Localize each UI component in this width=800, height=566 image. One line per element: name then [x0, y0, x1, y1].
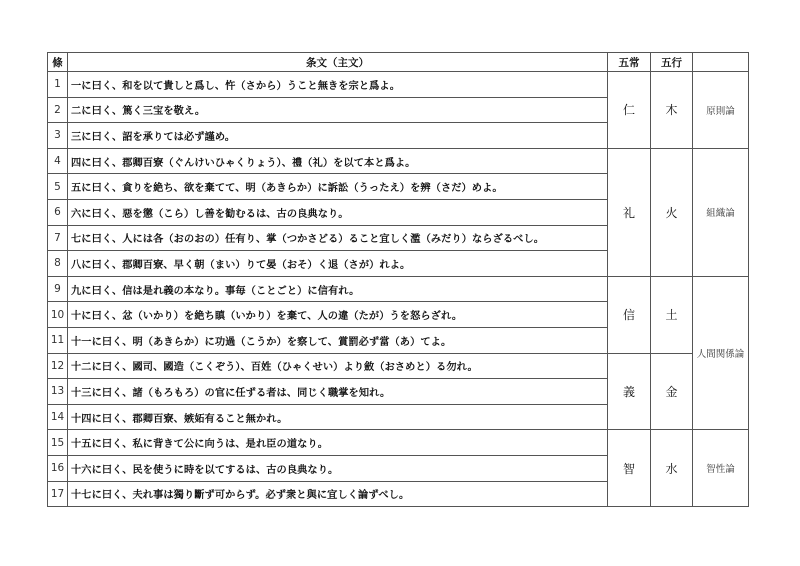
seventeen-article-table: [47, 52, 749, 507]
article-text: 二に曰く、篤く三宝を敬え。: [68, 97, 608, 123]
article-number: 17: [48, 481, 68, 507]
article-number: 16: [48, 455, 68, 481]
article-text: 八に曰く、郡卿百寮、早く朝（まい）りて晏（おそ）く退（さが）れよ。: [68, 251, 608, 277]
article-text: 十二に曰く、國司、國造（こくぞう）、百姓（ひゃくせい）より斂（おさめと）る勿れ。: [68, 353, 608, 379]
table-row: [48, 353, 749, 379]
article-number: 1: [48, 72, 68, 98]
table-row: [48, 276, 749, 302]
article-number: 11: [48, 327, 68, 353]
article-text: 四に曰く、郡卿百寮（ぐんけいひゃくりょう）、禮（礼）を以て本と爲よ。: [68, 148, 608, 174]
article-number: 15: [48, 430, 68, 456]
article-text: 十三に曰く、諸（もろもろ）の官に任ずる者は、同じく職掌を知れ。: [68, 379, 608, 405]
gojo-cell: 礼: [608, 148, 651, 276]
article-text: 一に曰く、和を以て貴しと爲し、忤（さから）うこと無きを宗と爲よ。: [68, 72, 608, 98]
gogyo-cell: 土: [651, 276, 693, 353]
theory-cell: 智性論: [693, 430, 749, 507]
gogyo-cell: 水: [651, 430, 693, 507]
article-text: 五に曰く、貪りを絶ち、欲を棄てて、明（あきらか）に訴訟（うったえ）を辨（さだ）めよ。: [68, 174, 608, 200]
header-theory: [693, 53, 749, 72]
gogyo-cell: 金: [651, 353, 693, 430]
article-text: 十に曰く、忿（いかり）を絶ち瞋（いかり）を棄て、人の違（たが）うを怒らざれ。: [68, 302, 608, 328]
article-number: 14: [48, 404, 68, 430]
article-number: 7: [48, 225, 68, 251]
theory-cell: 人間関係論: [693, 276, 749, 430]
article-text: 七に曰く、人には各（おのおの）任有り、掌（つかさどる）ること宜しく濫（みだり）ならざるべし。: [68, 225, 608, 251]
article-text: 六に曰く、惡を懲（こら）し善を勧むるは、古の良典なり。: [68, 199, 608, 225]
gogyo-cell: 火: [651, 148, 693, 276]
article-number: 3: [48, 123, 68, 149]
article-number: 10: [48, 302, 68, 328]
header-article: 條: [48, 53, 68, 72]
article-text: 十五に曰く、私に背きて公に向うは、是れ臣の道なり。: [68, 430, 608, 456]
article-text: 九に曰く、信は是れ義の本なり。事毎（ことごと）に信有れ。: [68, 276, 608, 302]
article-number: 6: [48, 199, 68, 225]
article-text: 十四に曰く、郡卿百寮、嫉妬有ること無かれ。: [68, 404, 608, 430]
gogyo-cell: 木: [651, 72, 693, 149]
article-number: 5: [48, 174, 68, 200]
article-text: 十一に曰く、明（あきらか）に功過（こうか）を察して、賞罰必ず當（あ）てよ。: [68, 327, 608, 353]
article-text: 三に曰く、詔を承りては必ず謹め。: [68, 123, 608, 149]
article-number: 4: [48, 148, 68, 174]
gojo-cell: 仁: [608, 72, 651, 149]
table-row: [48, 72, 749, 98]
article-number: 9: [48, 276, 68, 302]
table-row: [48, 148, 749, 174]
header-gogyo: 五行: [651, 53, 693, 72]
article-text: 十六に曰く、民を使うに時を以てするは、古の良典なり。: [68, 455, 608, 481]
header-row: [48, 53, 749, 72]
article-number: 13: [48, 379, 68, 405]
article-number: 12: [48, 353, 68, 379]
gojo-cell: 義: [608, 353, 651, 430]
article-number: 8: [48, 251, 68, 277]
table-row: [48, 430, 749, 456]
header-gojo: 五常: [608, 53, 651, 72]
gojo-cell: 智: [608, 430, 651, 507]
article-number: 2: [48, 97, 68, 123]
theory-cell: 組織論: [693, 148, 749, 276]
theory-cell: 原則論: [693, 72, 749, 149]
gojo-cell: 信: [608, 276, 651, 353]
header-text: 条文（主文）: [68, 53, 608, 72]
article-text: 十七に曰く、夫れ事は獨り斷ず可からず。必ず衆と與に宜しく論ずべし。: [68, 481, 608, 507]
